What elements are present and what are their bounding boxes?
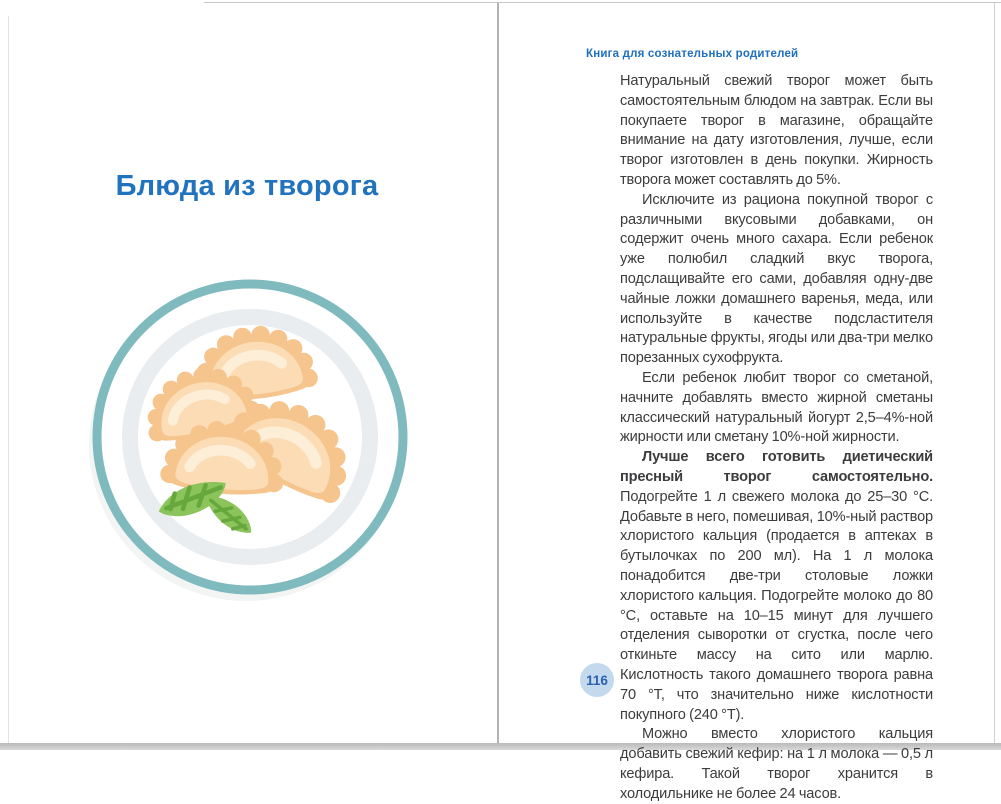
chapter-title: Блюда из творога: [115, 170, 379, 202]
paragraph-text: Исключите из рациона покупной творог с различными вкусовыми добавками, он содержит очень много сахара. Если ребенок уже полюбил сладкий вкус творога, подслащивайте его сами, добавляя одну-две чайные ложки домашнего варенья, меда, или используйте в качестве подсластителя натуральные фрукты, ягоды или два-три мелко порезанных сухофрукта.: [620, 191, 933, 367]
page-seam: [497, 3, 499, 743]
running-header: Книга для сознательных родителей: [586, 48, 799, 60]
plate-vareniki-illustration: [80, 267, 420, 607]
page-top-edge: [204, 2, 1001, 3]
page-left-edge: [8, 16, 9, 743]
body-paragraph: [620, 369, 933, 448]
body-paragraph: [620, 725, 933, 804]
body-paragraph: [620, 72, 933, 191]
paragraph-text: Можно вместо хлористого кальция добавить свежий кефир: на 1 л молока — 0,5 л кефира. Такой творог хранится в холодильнике не более 24 часов.: [620, 726, 933, 802]
body-paragraph: [620, 191, 933, 369]
body-text-column: [620, 72, 933, 804]
paragraph-bold-lead: Лучше всего готовить диетический пресный творог самостоятельно.: [620, 449, 933, 485]
page-number-badge: 116: [580, 663, 614, 697]
paragraph-text: Натуральный свежий творог может быть самостоятельным блюдом на завтрак. Если вы покупаете творог в магазине, обращайте внимание на дату изготовления, лучше, если творог изготовлен в день покупки. Жирность творога может составлять до 5%.: [620, 73, 933, 188]
paragraph-text: Если ребенок любит творог со сметаной, начните добавлять вместо жирной сметаны классический натуральный йогурт 2,5–4%-ной жирности или сметану 10%-ной жирности.: [620, 369, 933, 446]
paragraph-text: Подогрейте 1 л свежего молока до 25–30 °С. Добавьте в него, помешивая, 10%-ный раствор хлористого кальция (продается в аптеках в бутылочках по 200 мл). На 1 л молока понадобится две-три столовые ложки хлористого кальция. Подогрейте молоко до 80 °С, оставьте на 10–15 минут для лучшего отделения сыворотки от сгустка, после чего откиньте массу на сито или марлю. Кислотность такого домашнего творога равна 70 °Т, что значительно ниже кислотности покупного (240 °Т).: [620, 488, 933, 723]
body-paragraph: [620, 448, 933, 725]
page-right-edge: [994, 3, 995, 743]
